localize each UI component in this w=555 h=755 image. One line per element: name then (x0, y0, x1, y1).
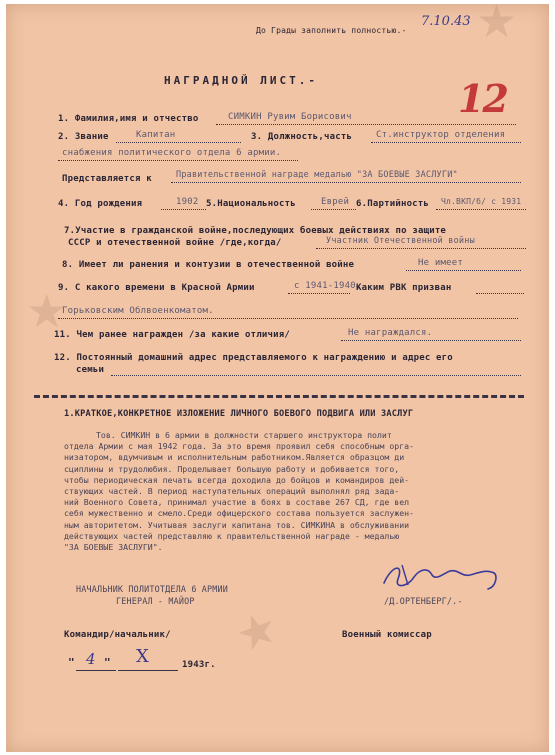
date-year: 1943г. (182, 660, 216, 670)
date-month: X (136, 646, 149, 667)
field-5-underline (311, 209, 356, 210)
field-12-label-cont: семьи (76, 365, 105, 375)
field-6-underline (436, 209, 526, 210)
field-9-value: с 1941-1940, (294, 281, 362, 291)
field-7-label: 7.Участие в гражданской войне,последующих боевых действиях по защите (64, 226, 447, 236)
field-3-label: 3. Должность,часть (251, 132, 353, 142)
date-day-underline (76, 670, 116, 671)
pencil-number: 12 (458, 76, 507, 121)
header-instruction: До Грады заполнить полностью.- (256, 26, 407, 35)
field-10-value: Горьковским Облвоенкоматом. (62, 306, 214, 316)
section-title: 1.КРАТКОЕ,КОНКРЕТНОЕ ИЗЛОЖЕНИЕ ЛИЧНОГО БОЕВОГО ПОДВИГА ИЛИ ЗАСЛУГ (64, 409, 414, 419)
field-10-underline-cont (58, 318, 518, 319)
field-8-value: Не имеет (418, 258, 463, 268)
presented-underline (171, 182, 521, 183)
field-9-underline (288, 293, 350, 294)
merit-line: Тов. СИМКИН в 6 армии в должности старшего инструктора полит (96, 430, 392, 440)
field-4-value: 1902 (176, 197, 199, 207)
signer-position: НАЧАЛЬНИК ПОЛИТОТДЕЛА 6 АРМИИ (76, 584, 229, 594)
handwritten-signature (378, 559, 518, 595)
merit-line: действующих частей представляю к правительственной награде - медалью (64, 530, 400, 541)
field-1-label: 1. Фамилия,имя и отчество (58, 114, 199, 124)
field-6-value: Чл.ВКП/б/ с 1931 (441, 197, 522, 206)
merit-line: себя мужественно и смело.Среди офицерского состава пользуется заслужен- (64, 508, 414, 519)
field-7-label-cont: СССР и отечественной войне /где,когда/ (68, 238, 282, 248)
field-5-label: 5.Национальность (206, 199, 296, 209)
field-2-label: 2. Звание (58, 132, 109, 142)
archive-note: 7.10.43 (421, 14, 471, 29)
presented-label: Представляется к (62, 174, 152, 184)
field-11-label: 11. Чем ранее награжден /за какие отличия/ (54, 330, 290, 340)
field-10-underline (476, 293, 524, 294)
field-11-value: Не награждался. (348, 328, 433, 338)
field-4-underline (161, 209, 206, 210)
field-3-value-cont: снабжения политического отдела 6 армии. (62, 148, 282, 158)
page-title: НАГРАДНОЙ ЛИСТ.- (164, 74, 318, 87)
merit-line: ным авторитетом. Учитывая заслуги капитана тов. СИМКИНА в обслуживании (64, 519, 410, 530)
field-3-value: Ст.инструктор отделения (376, 130, 506, 140)
merit-line: ний Военного Совета, принимал участие в боях в составе 267 СД, где вел (64, 497, 410, 508)
merit-description (64, 430, 524, 553)
field-3-underline-cont (58, 160, 298, 161)
field-6-label: 6.Партийность (356, 199, 430, 209)
commander-label: Командир/начальник/ (64, 630, 171, 640)
signer-rank: ГЕНЕРАЛ - МАЙОР (116, 596, 195, 606)
field-5-value: Еврей (321, 197, 350, 207)
merit-line: отдела Армии с мая 1942 года. За это время проявил себя способным орга- (64, 441, 414, 452)
field-12-underline (111, 375, 521, 376)
date-month-underline (118, 670, 178, 671)
date-quote-open: " (68, 656, 75, 669)
field-12-label: 12. Постоянный домашний адрес представляемого к награждению и адрес его (54, 353, 453, 363)
merit-line: сциплины и трудолюбия. Проделывает большую работу и добивается того, (64, 463, 400, 474)
field-2-value: Капитан (136, 130, 176, 140)
faint-watermark-star-icon: ★ (228, 598, 286, 664)
presented-value: Правительственной награде медалью "ЗА БОЕВЫЕ ЗАСЛУГИ" (176, 170, 458, 180)
field-9-label: 9. С какого времени в Красной Армии (58, 283, 255, 293)
date-quote-close: " (104, 656, 111, 669)
field-1-underline (216, 124, 516, 125)
field-8-label: 8. Имеет ли ранения и контузии в отечественной войне (62, 260, 355, 270)
field-4-label: 4. Год рождения (58, 199, 143, 209)
field-3-underline (371, 142, 521, 143)
award-sheet (6, 4, 549, 752)
field-11-underline (341, 340, 521, 341)
field-7-underline (316, 248, 526, 249)
field-10-label: Каким РВК призван (356, 283, 452, 293)
faint-watermark-star-icon: ★ (26, 284, 68, 338)
merit-line: "ЗА БОЕВЫЕ ЗАСЛУГИ". (64, 541, 163, 552)
merit-line: чтобы периодическая печать всегда доходила до бойцов и командиров дей- (64, 474, 410, 485)
faint-watermark-star-icon: ★ (476, 4, 518, 48)
date-day: 4 (86, 650, 96, 668)
merit-line: низатором, вдумчивым и исполнительным работником.Является образцом ди (64, 452, 405, 463)
field-2-underline (116, 142, 241, 143)
merit-line: ствующих частей. В период наступательных операций выполнял ряд зада- (64, 485, 400, 496)
field-7-value: Участник Отечественной войны (326, 236, 475, 246)
field-8-underline (406, 270, 521, 271)
signer-name: /Д.ОРТЕНБЕРГ/.- (384, 596, 463, 606)
section-separator (34, 395, 524, 398)
commissar-label: Военный комиссар (342, 630, 432, 640)
field-1-value: СИМКИН Рувим Борисович (228, 112, 352, 122)
